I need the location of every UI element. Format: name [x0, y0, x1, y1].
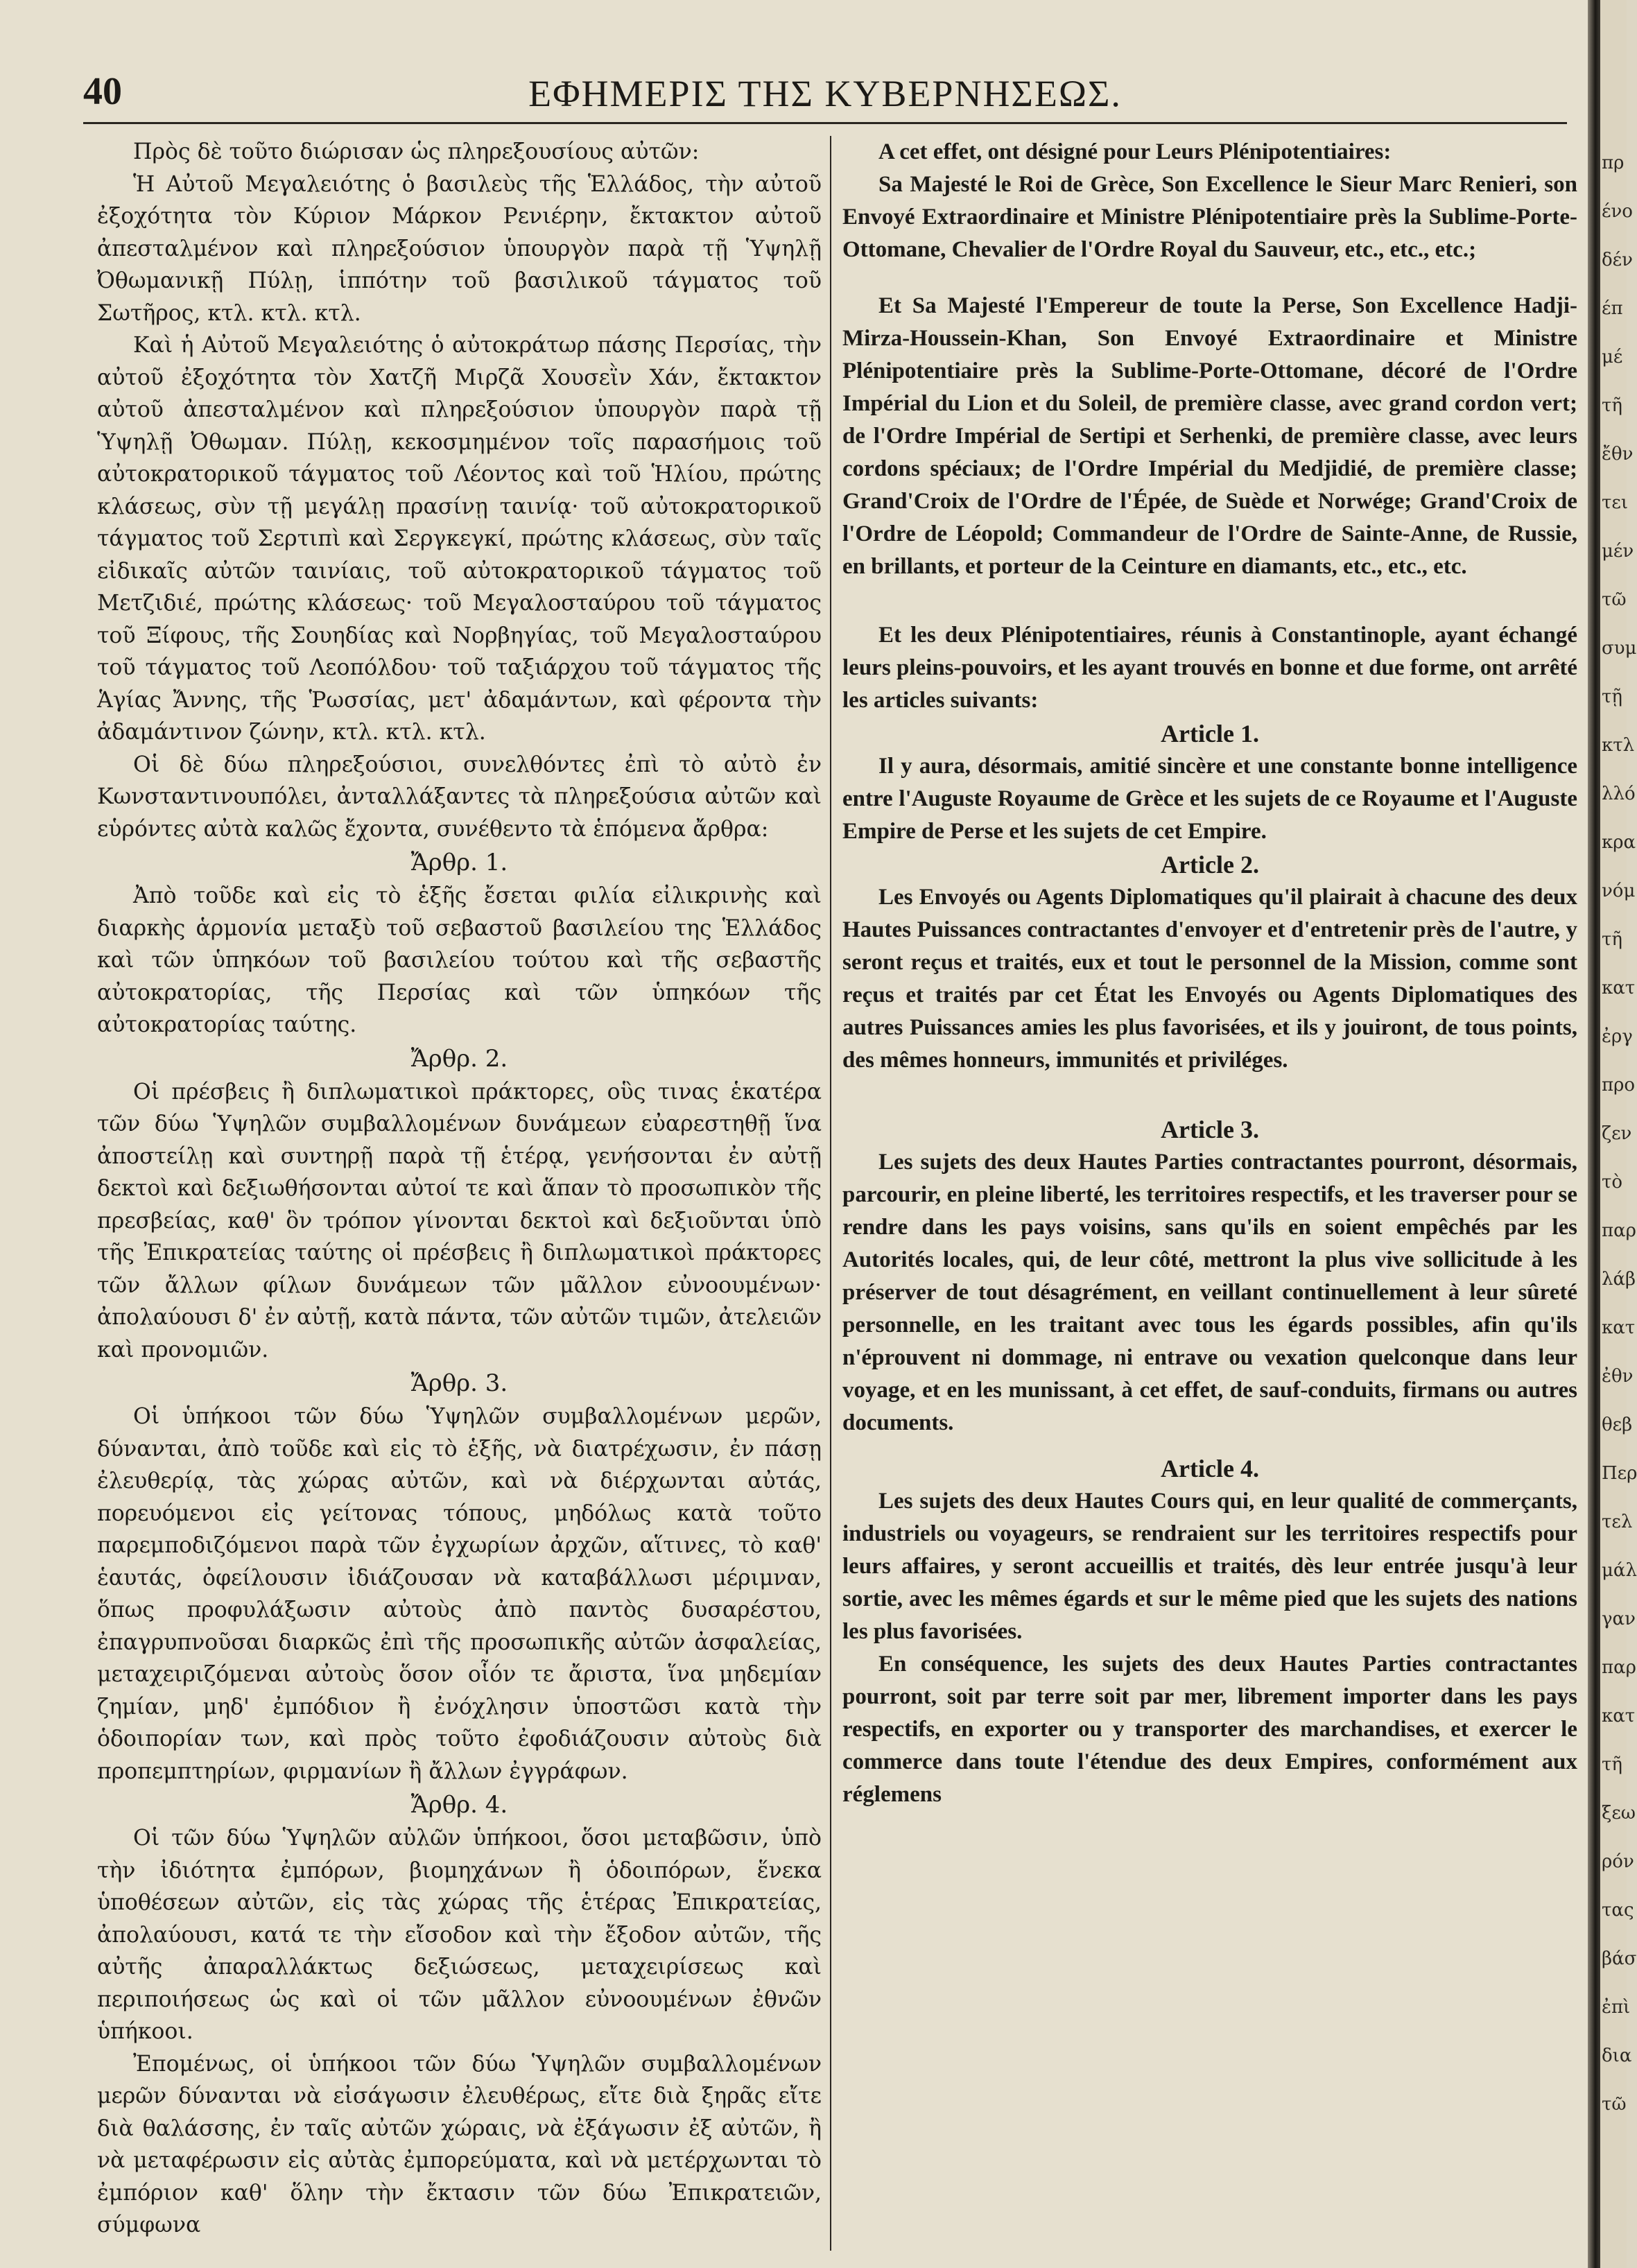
next-page-fragment: μάλ [1602, 1560, 1637, 1581]
greek-article-text: Οἱ πρέσβεις ἢ διπλωματικοὶ πράκτορες, οὓς τινας ἑκατέρα τῶν δύω Ὑψηλῶν συμβαλλομένων δυνάμεων εὐαρεστηθῇ ἵνα ἀποστείλῃ καὶ συντηρῇ παρὰ τῇ ἑτέρᾳ, γενήσονται ἐν αὐτῇ δεκτοὶ καὶ δεξιωθήσονται αὐτοί τε καὶ ἅπαν τὸ προσωπικὸν τῆς πρεσβείας, καθ' ὃν τρόπον γίνονται δεκτοὶ καὶ δεξιοῦνται ὑπὸ τῆς Ἐπικρατείας ταύτης οἱ πρέσβεις ἢ διπλωματικοὶ πράκτορες τῶν ἄλλων φίλων δυνάμεων τῶν μᾶλλον εὐνοουμένων· ἀπολαύουσι δ' ἐν αὐτῇ, κατὰ πάντα, τῶν αὐτῶν τιμῶν, ἀτελειῶν καὶ προνομιῶν. [97, 1079, 822, 1362]
next-page-fragment: παρ [1602, 1220, 1636, 1241]
next-page-edge [1600, 0, 1637, 2268]
page-number: 40 [83, 70, 122, 113]
page-header [83, 69, 1567, 125]
next-page-fragment: τας [1602, 1900, 1634, 1921]
next-page-fragment: κρα [1602, 832, 1636, 853]
book-gutter [1588, 0, 1600, 2268]
french-article-heading: Article 3. [1161, 1116, 1259, 1143]
next-page-fragment: ἐπὶ [1602, 1997, 1631, 2018]
french-paragraph: Sa Majesté le Roi de Grèce, Son Excellence le Sieur Marc Renieri, son Envoyé Extraordinaire et Ministre Plénipotentiaire près la Sublime-Porte-Ottomane, Chevalier de l'Ordre Royal du Sauveur, etc., etc., etc.; [842, 172, 1577, 262]
next-page-fragment: τει [1602, 492, 1629, 513]
next-page-fragment: τῶ [1602, 2094, 1627, 2115]
greek-article-heading: Ἄρθρ. 4. [410, 1791, 508, 1819]
french-column [842, 136, 1577, 2258]
french-paragraph: A cet effet, ont désigné pour Leurs Plénipotentiaires: [878, 139, 1392, 164]
next-page-fragment: τῇ [1602, 686, 1622, 707]
greek-article-text: Οἱ τῶν δύω Ὑψηλῶν αὐλῶν ὑπήκοοι, ὅσοι μεταβῶσιν, ὑπὸ τὴν ἰδιότητα ἐμπόρων, βιομηχάνων ἢ ὁδοιπόρων, ἕνεκα ὑποθέσεων αὐτῶν, εἰς τὰς χώρας τῆς ἑτέρας Ἐπικρατείας, ἀπολαύουσι, κατά τε τὴν εἴσοδον καὶ τὴν ἔξοδον αὐτῶν, τῆς αὐτῆς ἀπαραλλάκτως δεξιώσεως, μεταχειρίσεως καὶ περιποιήσεως ὡς καὶ οἱ τῶν μᾶλλον εὐνοουμένων ἐθνῶν ὑπήκοοι. [97, 1826, 822, 2044]
greek-paragraph: Καὶ ἡ Αὐτοῦ Μεγαλειότης ὁ αὐτοκράτωρ πάσης Περσίας, τὴν αὐτοῦ ἐξοχότητα τὸν Χατζῆ Μιρζᾶ Χουσεῒν Χάν, ἔκτακτον αὐτοῦ ἀπεσταλμένον καὶ πληρεξούσιον ὑπουργὸν παρὰ τῇ Ὑψηλῇ Ὀθωμαν. Πύλῃ, κεκοσμημένον τοῖς παρασήμοις τοῦ αὐτοκρατορικοῦ τάγματος τοῦ Λέοντος καὶ τοῦ Ἡλίου, πρώτης κλάσεως, σὺν τῇ μεγάλῃ πρασίνῃ ταινίᾳ· τοῦ αὐτοκρατορικοῦ τάγματος τοῦ Σερτιπὶ καὶ Σεργκεγκί, πρώτης κλάσεως, σὺν ταῖς εἰδικαῖς αὐτῶν ταινίαις, τοῦ αὐτοκρατορικοῦ τάγματος τοῦ Μετζιδιέ, πρώτης κλάσεως· τοῦ Μεγαλοσταύρου τοῦ τάγματος τοῦ Ξίφους, τῆς Σουηδίας καὶ Νορβηγίας, τοῦ Μεγαλοσταύρου τοῦ τάγματος τοῦ Λεοπόλδου· τοῦ ταξιάρχου τοῦ τάγματος τῆς Ἁγίας Ἄννης, τῆς Ῥωσσίας, μετ' ἀδαμάντων, καὶ φέροντα τὴν ἀδαμάντινον ζώνην, κτλ. κτλ. κτλ. [97, 333, 822, 745]
next-page-fragment: κατ [1602, 1706, 1636, 1726]
next-page-fragment: γαν [1602, 1609, 1636, 1629]
next-page-fragment: προ [1602, 1075, 1636, 1096]
next-page-fragment: ρόν [1602, 1851, 1634, 1872]
masthead-title: ΕΦΗΜΕΡΙΣ ΤΗΣ ΚΥΒΕΡΝΗΣΕΩΣ. [528, 73, 1122, 114]
next-page-fragment: τῶ [1602, 589, 1627, 610]
greek-paragraph: Οἱ δὲ δύω πληρεξούσιοι, συνελθόντες ἐπὶ τὸ αὐτὸ ἐν Κωνσταντινουπόλει, ἀνταλλάξαντες τὰ πληρεξούσια αὐτῶν καὶ εὑρόντες αὐτὰ καλῶς ἔχοντα, συνέθεντο τὰ ἑπόμενα ἄρθρα: [97, 752, 822, 842]
greek-article-heading: Ἄρθρ. 3. [410, 1369, 508, 1397]
greek-article-heading: Ἄρθρ. 2. [410, 1044, 508, 1073]
next-page-fragment: κατ [1602, 978, 1636, 998]
header-rule [83, 122, 1567, 124]
next-page-fragment: τῆ [1602, 395, 1622, 416]
next-page-fragment: ζεν [1602, 1123, 1632, 1144]
greek-article-heading: Ἄρθρ. 1. [410, 849, 508, 876]
column-divider [830, 136, 831, 2251]
greek-article-text: Οἱ ὑπήκοοι τῶν δύω Ὑψηλῶν συμβαλλομένων μερῶν, δύνανται, ἀπὸ τοῦδε καὶ εἰς τὸ ἑξῆς, νὰ διατρέχωσιν, ἐν πάσῃ ἐλευθερίᾳ, τὰς χώρας αὐτῶν, καὶ νὰ διέρχωνται αὐτάς, πορευόμενοι εἰς γείτονας τόπους, μηδόλως κατὰ τοῦτο παρεμποδιζόμενοι παρὰ τῶν ἐγχωρίων ἀρχῶν, αἵτινες, τὸ καθ' ἑαυτάς, ὀφείλουσιν ἰδιάζουσαν νὰ καταβάλλωσι μέριμναν, ὅπως προφυλάξωσιν αὐτοὺς ἀπὸ παντὸς δυσαρέστου, ἐπαγρυπνοῦσαι διαρκῶς ἐπὶ τῆς προσωπικῆς αὐτῶν ἀσφαλείας, μεταχειριζόμεναι αὐτοὺς ὅσον οἷόν τε ἄριστα, ἵνα μηδεμίαν ζημίαν, μηδ' ἐμπόδιον ἢ ἐνόχλησιν ὑποστῶσι κατὰ τὴν ὁδοιπορίαν των, καὶ πρὸς τοῦτο ἐφοδιάζουσιν αὐτοὺς διὰ προπεμπτηρίων, φιρμανίων ἢ ἄλλων ἐγγράφων. [97, 1404, 822, 1784]
next-page-fragment: συμ [1602, 638, 1637, 659]
next-page-fragment: μέ [1602, 347, 1623, 367]
next-page-fragment: Περ [1602, 1463, 1637, 1484]
french-paragraph: Et les deux Plénipotentiaires, réunis à Constantinople, ayant échangé leurs pleins-pouvoirs, et les ayant trouvés en bonne et due forme, ont arrêté les articles suivants: [842, 623, 1577, 713]
greek-article-text: Ἀπὸ τοῦδε καὶ εἰς τὸ ἑξῆς ἔσεται φιλία εἰλικρινὴς καὶ διαρκὴς ἁρμονία μεταξὺ τοῦ σεβαστοῦ βασιλείου της Ἑλλάδος καὶ τῶν ὑπηκόων τοῦ βασιλείου τούτου καὶ τῆς σεβαστῆς αὐτοκρατορίας, τῆς Περσίας καὶ τῶν ὑπηκόων τῆς αὐτοκρατορίας ταύτης. [97, 883, 822, 1037]
next-page-fragment: ἐθν [1602, 1366, 1634, 1387]
next-page-fragment: βάσ [1602, 1948, 1637, 1969]
next-page-fragment: τελ [1602, 1512, 1633, 1532]
greek-article-text: Ἐπομένως, οἱ ὑπήκοοι τῶν δύω Ὑψηλῶν συμβαλλομένων μερῶν δύνανται νὰ εἰσάγωσιν ἐλευθέρως, εἴτε διὰ ξηρᾶς εἴτε διὰ θαλάσσης, ἐν ταῖς αὐτῶν χώραις, νὰ ἐξάγωσιν ἐξ αὐτῶν, ἢ νὰ μεταφέρωσιν εἰς αὐτὰς ἐμπορεύματα, καὶ νὰ μετέρχωνται τὸ ἐμπόριον καθ' ὅλην τὴν ἔκτασιν τῶν δύω Ἐπικρατειῶν, σύμφωνα [97, 2051, 822, 2237]
next-page-fragment: τῆ [1602, 929, 1622, 950]
french-paragraph: Et Sa Majesté l'Empereur de toute la Perse, Son Excellence Hadji-Mirza-Houssein-Khan, Son Envoyé Extraordinaire et Ministre Plénipotentiaire près la Sublime-Porte-Ottomane, décoré de l'Ordre Impérial du Lion et du Soleil, de première classe, avec grand cordon vert; de l'Ordre Impérial de Sertipi et Serhenki, de première classe, avec leurs cordons spéciaux; de l'Ordre Impérial du Medjidié, de première classe; Grand'Croix de l'Ordre de l'Épée, de Suède et Norwége; Grand'Croix de l'Ordre de Léopold; Commandeur de l'Ordre de Sainte-Anne, de Russie, en brillants, et porteur de la Ceinture en diamants, etc., etc., etc. [842, 293, 1577, 579]
next-page-fragment: κτλ [1602, 735, 1635, 756]
next-page-fragment: δέν [1602, 250, 1633, 270]
greek-paragraph: Ἡ Αὐτοῦ Μεγαλειότης ὁ βασιλεὺς τῆς Ἑλλάδος, τὴν αὐτοῦ ἐξοχότητα τὸν Κύριον Μάρκον Ρενιέρην, ἔκτακτον αὐτοῦ ἀπεσταλμένον καὶ πληρεξούσιον ὑπουργὸν παρὰ τῇ Ὑψηλῇ Ὀθωμανικῇ Πύλῃ, ἱππότην τοῦ βασιλικοῦ τάγματος τοῦ Σωτῆρος, κτλ. κτλ. κτλ. [97, 171, 822, 326]
next-page-fragment: τὸ [1602, 1172, 1623, 1193]
french-article-heading: Article 1. [1161, 720, 1259, 747]
french-article-heading: Article 2. [1161, 851, 1259, 878]
next-page-fragment: τῆ [1602, 1754, 1622, 1775]
greek-column [97, 136, 822, 2258]
greek-paragraph: Πρὸς δὲ τοῦτο διώρισαν ὡς πληρεξουσίους αὐτῶν: [133, 139, 700, 164]
next-page-fragment: νόμ [1602, 881, 1636, 901]
next-page-fragment: ένο [1602, 201, 1633, 222]
french-article-heading: Article 4. [1161, 1455, 1259, 1482]
next-page-fragment: ἔθν [1602, 444, 1634, 465]
next-page-fragment: λλό [1602, 784, 1636, 804]
french-article-text: Les sujets des deux Hautes Cours qui, en leur qualité de commerçants, industriels ou voyageurs, se rendraient sur les territoires respectifs pour leurs affaires, y seront accueillis et traités, dès leur entrée jusqu'à leur sortie, avec les mêmes égards et sur le même pied que les sujets des nations les plus favorisées. [842, 1489, 1577, 1644]
next-page-fragment: έπ [1602, 298, 1623, 319]
next-page-fragment: ἐργ [1602, 1026, 1633, 1047]
next-page-fragment: κατ [1602, 1317, 1636, 1338]
french-article-text: Les Envoyés ou Agents Diplomatiques qu'il plairait à chacune des deux Hautes Puissances contractantes d'envoyer et d'entretenir près de l'autre, y seront reçus et traités, eux et tout le personnel de la Mission, comme sont reçus et traités par cet État les Envoyés ou Agents Diplomatiques des autres Puissances amies les plus favorisées, et ils y jouiront, de tous points, des mêmes honneurs, immunités et priviléges. [842, 885, 1577, 1073]
next-page-fragment: μέν [1602, 541, 1634, 562]
next-page-fragment: ξεω [1602, 1803, 1636, 1824]
french-article-text: Les sujets des deux Hautes Parties contractantes pourront, désormais, parcourir, en pleine liberté, les territoires respectifs, et les traverser pour se rendre dans les pays voisins, sans qu'ils en soient empêchés par les Autorités locales, qui, de leur côté, mettront la plus vive sollicitude à les préserver de tout désagrément, en veillant continuellement à leur sûreté personnelle, en les traitant avec tous les égards possibles, afin qu'ils n'éprouvent ni dommage, ni entrave ou vexation quelconque dans leur voyage, et en les munissant, à cet effet, de sauf-conduits, firmans ou autres documents. [842, 1150, 1577, 1435]
french-article-text: Il y aura, désormais, amitié sincère et une constante bonne intelligence entre l'Auguste Royaume de Grèce et les sujets de ce Royaume et l'Auguste Empire de Perse et les sujets de cet Empire. [842, 754, 1577, 844]
next-page-fragment: δια [1602, 2045, 1632, 2066]
next-page-fragment: παρ [1602, 1657, 1636, 1678]
next-page-fragment: πρ [1602, 153, 1625, 173]
next-page-fragment: θεβ [1602, 1414, 1633, 1435]
french-article-text: En conséquence, les sujets des deux Hautes Parties contractantes pourront, soit par terre soit par mer, librement importer dans les pays respectifs, en exporter ou y transporter des marchandises, et exercer le commerce dans toute l'étendue des deux Empires, conformément aux réglemens [842, 1652, 1577, 1807]
next-page-fragment: λάβ [1602, 1269, 1636, 1290]
